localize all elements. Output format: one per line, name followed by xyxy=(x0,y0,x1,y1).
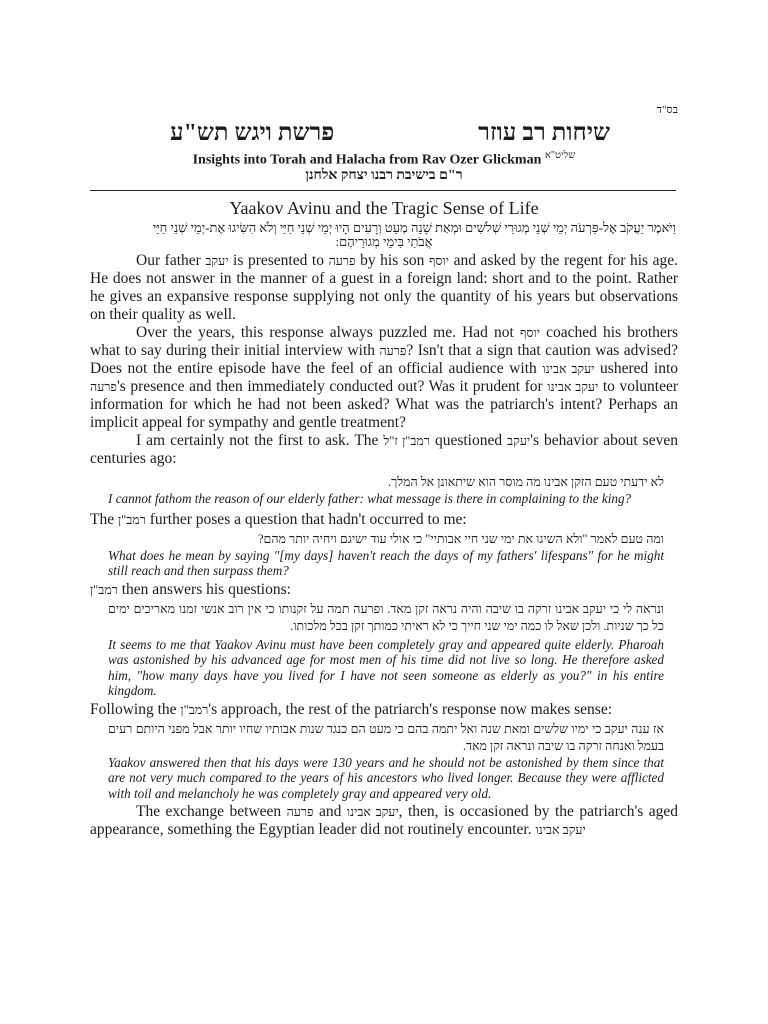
text: Following the xyxy=(90,700,181,718)
text: by his son xyxy=(355,252,429,269)
quote-1-hebrew: לא ידעתי טעם הזקן אבינו מה מוסר הוא שיתאונן אל המלך. xyxy=(387,475,664,489)
text: Our father xyxy=(136,252,206,269)
hebrew-term: יעקב xyxy=(205,254,229,268)
hebrew-term: יעקב אבינו xyxy=(547,380,599,394)
text: then answers his questions: xyxy=(117,580,291,598)
verse-line-1: וַיֹּאמֶר יַעֲקֹב אֶל-פַּרְעֹה יְמֵי שְׁנֵי מְגוּרַי שְׁלֹשִׁים וּמְאַת שָׁנָה מְעַט וְרָעִים הָיוּ יְמֵי שְׁנֵי חַיַּי וְלֹא הִשִּׂיגוּ אֶת-יְמֵי שְׁנֵי חַיֵּי xyxy=(152,220,676,235)
paragraph-5 xyxy=(90,581,678,599)
text: further poses a question that hadn't occurred to me: xyxy=(145,510,467,528)
hebrew-term: פרעה xyxy=(90,380,117,394)
text: and asked by the regent for his age. He does not answer in the manner of a guest in a foreign land: short and to the point. Rather he gives an expansive response supplying not only the quantity of his years but observations on their quality as well. xyxy=(90,252,678,323)
article-body xyxy=(90,252,678,839)
paragraph-4 xyxy=(90,511,678,529)
text: coached his brothers what to say during their initial interview with xyxy=(90,324,678,359)
text: ? Isn't that a sign that caution was advised? Does not the entire episode have the feel of an official audience with xyxy=(90,342,678,377)
paragraph-1 xyxy=(90,252,678,324)
hebrew-term: פרעה xyxy=(286,805,314,819)
text: I am certainly not the first to ask. The xyxy=(136,432,384,449)
quote-3-translation: It seems to me that Yaakov Avinu must have been completely gray and appeared quite elderly. Pharoah was astonished by his advanced age for most men of his time did not live so long. He therefore asked him, "how many days have you lived for I have not seen someone as elderly as you?" in his entire kingdom. xyxy=(108,636,664,698)
quote-4-hebrew: אז ענה יעקב כי ימיו שלשים ומאת שנה ואל יתמה בהם כי מעט הם כנגד שנות אבותיו שחיו יותר אבל מפני היותם רעים בעמל ואנחה זרקה בו שיבה ונראה זקן מאד. xyxy=(108,721,664,753)
paragraph-6 xyxy=(90,701,678,719)
text: and xyxy=(313,803,347,820)
subtitle-text: Insights into Torah and Halacha from Rav Ozer Glickman xyxy=(192,152,542,168)
rosh-yeshiva-line: ר"ם בישיבת רבנו יצחק אלחנן xyxy=(305,168,463,183)
hebrew-term: רמב"ן ז"ל xyxy=(383,434,430,448)
series-title: שיחות רב עוזר xyxy=(478,120,610,146)
hebrew-term: יוסף xyxy=(519,326,540,340)
quote-4-translation: Yaakov answered then that his days were 130 years and he should not be astonished by them since that are not very much compared to the years of his ancestors who lived longer. Because they were afflicted with toil and melancholy he was completely gray and appeared very old. xyxy=(108,754,664,801)
text: The exchange between xyxy=(136,803,287,820)
bsd-mark: בס"ד xyxy=(656,104,678,116)
hebrew-term: רמב"ן xyxy=(180,702,209,717)
text: 's presence and then immediately conducted out? Was it prudent for xyxy=(116,378,548,395)
hebrew-term: יעקב אבינו xyxy=(535,823,586,837)
quote-2-translation: What does he mean by saying "[my days] haven't reach the days of my fathers' lifespans" for he might still reach and then surpass them? xyxy=(108,547,664,578)
header-title-row xyxy=(170,120,610,148)
article-title: Yaakov Avinu and the Tragic Sense of Life xyxy=(229,198,539,218)
hebrew-term: יוסף xyxy=(428,254,450,268)
hebrew-term: יעקב אבינו xyxy=(346,805,399,819)
text: The xyxy=(90,510,118,528)
text: 's behavior about seven centuries ago: xyxy=(90,432,678,467)
quote-1-translation: I cannot fathom the reason of our elderly father: what message is there in complaining to the king? xyxy=(108,491,632,506)
text: Over the years, this response always puzzled me. Had not xyxy=(136,324,520,341)
text: questioned xyxy=(429,432,508,449)
hebrew-term: פרעה xyxy=(379,344,407,358)
text: is presented to xyxy=(228,252,329,269)
subtitle xyxy=(0,150,768,169)
paragraph-2 xyxy=(90,324,678,432)
verse-line-2: אֲבֹתַי בִּימֵי מְגוּרֵיהֶם: xyxy=(335,234,433,249)
honorific: שליט"א xyxy=(544,150,576,161)
quote-3-hebrew: ונראה לי כי יעקב אבינו זרקה בו שיבה והיה נראה זקן מאד. ופרעה תמה על זקנותו כי אין רוב אנשי זמנו מאריכים ימים כל כך שניות. ולכן שאל לו כמה ימי שני חייך כי לא ראיתי כמותך זקן בכל מלכותו. xyxy=(108,601,664,633)
paragraph-7 xyxy=(90,803,678,839)
hebrew-term: רמב"ן xyxy=(90,582,118,597)
hebrew-term: יעקב אבינו xyxy=(542,362,595,376)
text: 's approach, the rest of the patriarch's response now makes sense: xyxy=(208,700,613,718)
paragraph-3 xyxy=(90,432,678,468)
text: , then, is occasioned by the patriarch's aged appearance, something the Egyptian leader did not routinely encounter. xyxy=(90,803,678,838)
parsha-title: פרשת ויגש תש"ע xyxy=(170,120,335,146)
quote-2-hebrew: ומה טעם לאמר "ולא השיגו את ימי שני חיי אבותיי" כי אולי עוד ישיגם ויחיה יותר מהם? xyxy=(257,531,664,546)
text: to volunteer information for which he had not been asked? What was the patriarch's intent? Perhaps an implicit appeal for sympathy and gentle treatment? xyxy=(90,378,679,431)
hebrew-term: פרעה xyxy=(328,254,356,268)
header-divider xyxy=(90,190,676,191)
hebrew-term: רמב"ן xyxy=(117,512,146,527)
text: ushered into xyxy=(594,360,679,377)
hebrew-term: יעקב xyxy=(507,434,531,448)
